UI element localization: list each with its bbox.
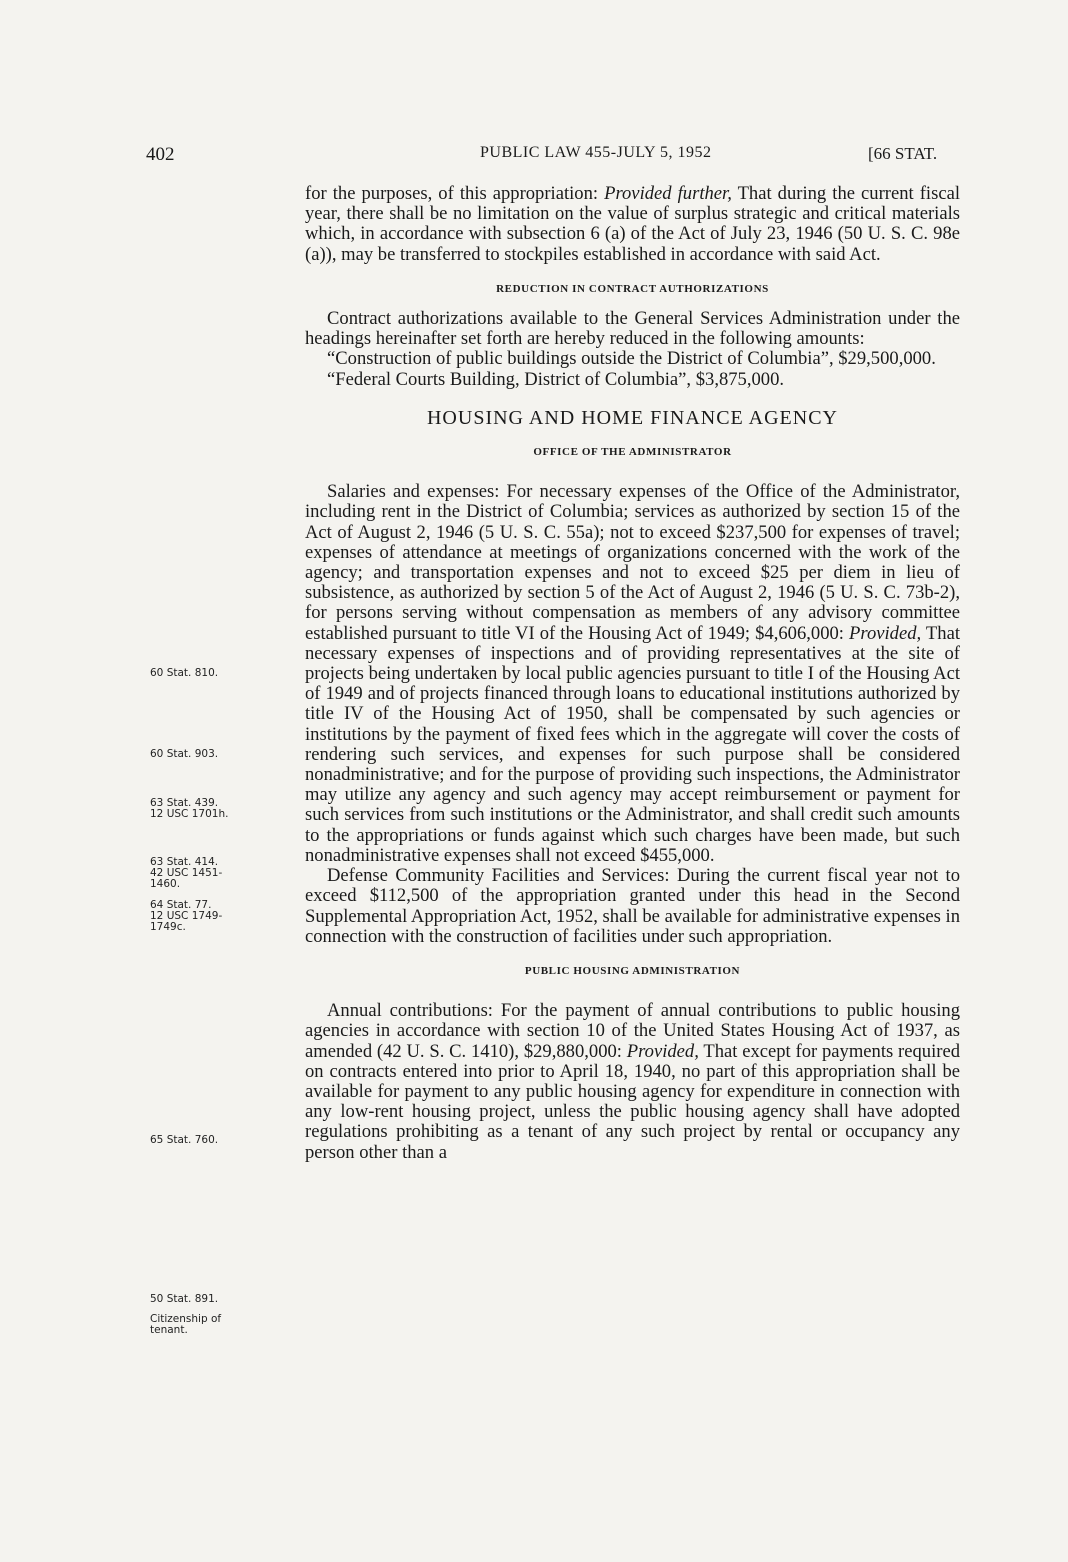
paragraph [305,482,960,866]
text-run: That necessary expenses of inspections and of providing representatives at the site of projects being undertaken by local public agencies pursuant to title I of the Housing Act of 1949 and of projects financed through loans to educational institutions authorized by title IV of the Housing Act of 1950, shall be compensated by such agencies or institutions by the payment of fixed fees which in the aggregate will cover the costs of rendering such services, and expenses for such purpose shall be considered nonadministrative; and for the purpose of providing such inspections, the Administrator may utilize any agency and such agency may accept reimbursement or payment for such services from such institutions or the Administrator, and shall credit such amounts to the appropriations or funds against which such charges have been made, but such nonadministrative expenses shall not exceed $455,000. [305,622,960,866]
running-head: PUBLIC LAW 455-JULY 5, 1952 [480,144,712,161]
margin-note: 60 Stat. 903. [150,748,219,760]
section-heading: OFFICE OF THE ADMINISTRATOR [533,446,732,459]
body-text [305,184,960,1163]
paragraph [305,184,960,265]
paragraph: “Construction of public buildings outside the District of Columbia”, $29,500,000. [327,348,936,370]
margin-note: 64 Stat. 77. 12 USC 1749- 1749c. [150,899,223,933]
margin-note: 63 Stat. 414. 42 USC 1451- 1460. [150,856,223,890]
agency-heading: HOUSING AND HOME FINANCE AGENCY [426,406,838,429]
italic-text: Provided, [626,1040,699,1062]
margin-note: Citizenship of tenant. [150,1313,222,1336]
paragraph: Defense Community Facilities and Services: During the current fiscal year not to exceed $112,500 of the appropriation granted under this head in the Second Supplemental Appropriation Act, 1952, shall be available for administrative expenses in connection with the construction of facilities under such appropriation. [305,865,960,947]
text-run: Salaries and expenses: For necessary expenses of the Office of the Administrator, including rent in the District of Columbia; services as authorized by section 15 of the Act of August 2, 1946 (5 U. S. C. 55a); not to exceed $237,500 for expenses of travel; expenses of attendance at meetings of organizations concerned with the work of the agency; and transportation expenses and not to exceed $25 per diem in lieu of subsistence, as authorized by section 5 of the Act of August 2, 1946 (5 U. S. C. 73b-2), for persons serving without compensation as members of any advisory committee established pursuant to title VI of the Housing Act of 1949; $4,606,000: [305,481,960,644]
italic-text: Provided, [849,622,922,644]
paragraph: Contract authorizations available to the General Services Administration under the headings hereinafter set forth are hereby reduced in the following amounts: [305,308,960,350]
page-header [0,144,1068,168]
paragraph: “Federal Courts Building, District of Columbia”, $3,875,000. [327,368,785,390]
section-heading: REDUCTION IN CONTRACT AUTHORIZATIONS [496,282,769,295]
text-run: That except for payments required on contracts entered into prior to April 18, 1940, no part of this appropriation shall be available for payment to any public housing agency for expenditure in connection with any low-rent housing project, unless the public housing agency shall have adopted regulations prohibiting as a tenant of any such project by rental or occupancy any person other than a [305,1040,960,1163]
statute-reference: [66 STAT. [868,144,938,163]
section-heading: PUBLIC HOUSING ADMINISTRATION [524,964,741,977]
margin-note: 50 Stat. 891. [150,1293,219,1305]
margin-note: 63 Stat. 439. 12 USC 1701h. [150,797,229,820]
margin-note: 60 Stat. 810. [150,667,219,679]
margin-note: 65 Stat. 760. [150,1134,219,1146]
paragraph [305,1001,960,1163]
italic-text: Provided further, [604,183,732,204]
text-run: Annual contributions: For the payment of annual contributions to public housing agencies in accordance with section 10 of the United States Housing Act of 1937, as amended (42 U. S. C. 1410), $29,880,000: [305,1000,960,1062]
text-run: for the purposes, of this appropriation: [305,183,605,204]
page-number: 402 [146,144,175,165]
text-run: That during the current fiscal year, there shall be no limitation on the value of surplus strategic and critical materials which, in accordance with subsection 6 (a) of the Act of July 23, 1946 (50 U. S. C. 98e (a)), may be transferred to stockpiles established in accordance with said Act. [305,183,960,265]
